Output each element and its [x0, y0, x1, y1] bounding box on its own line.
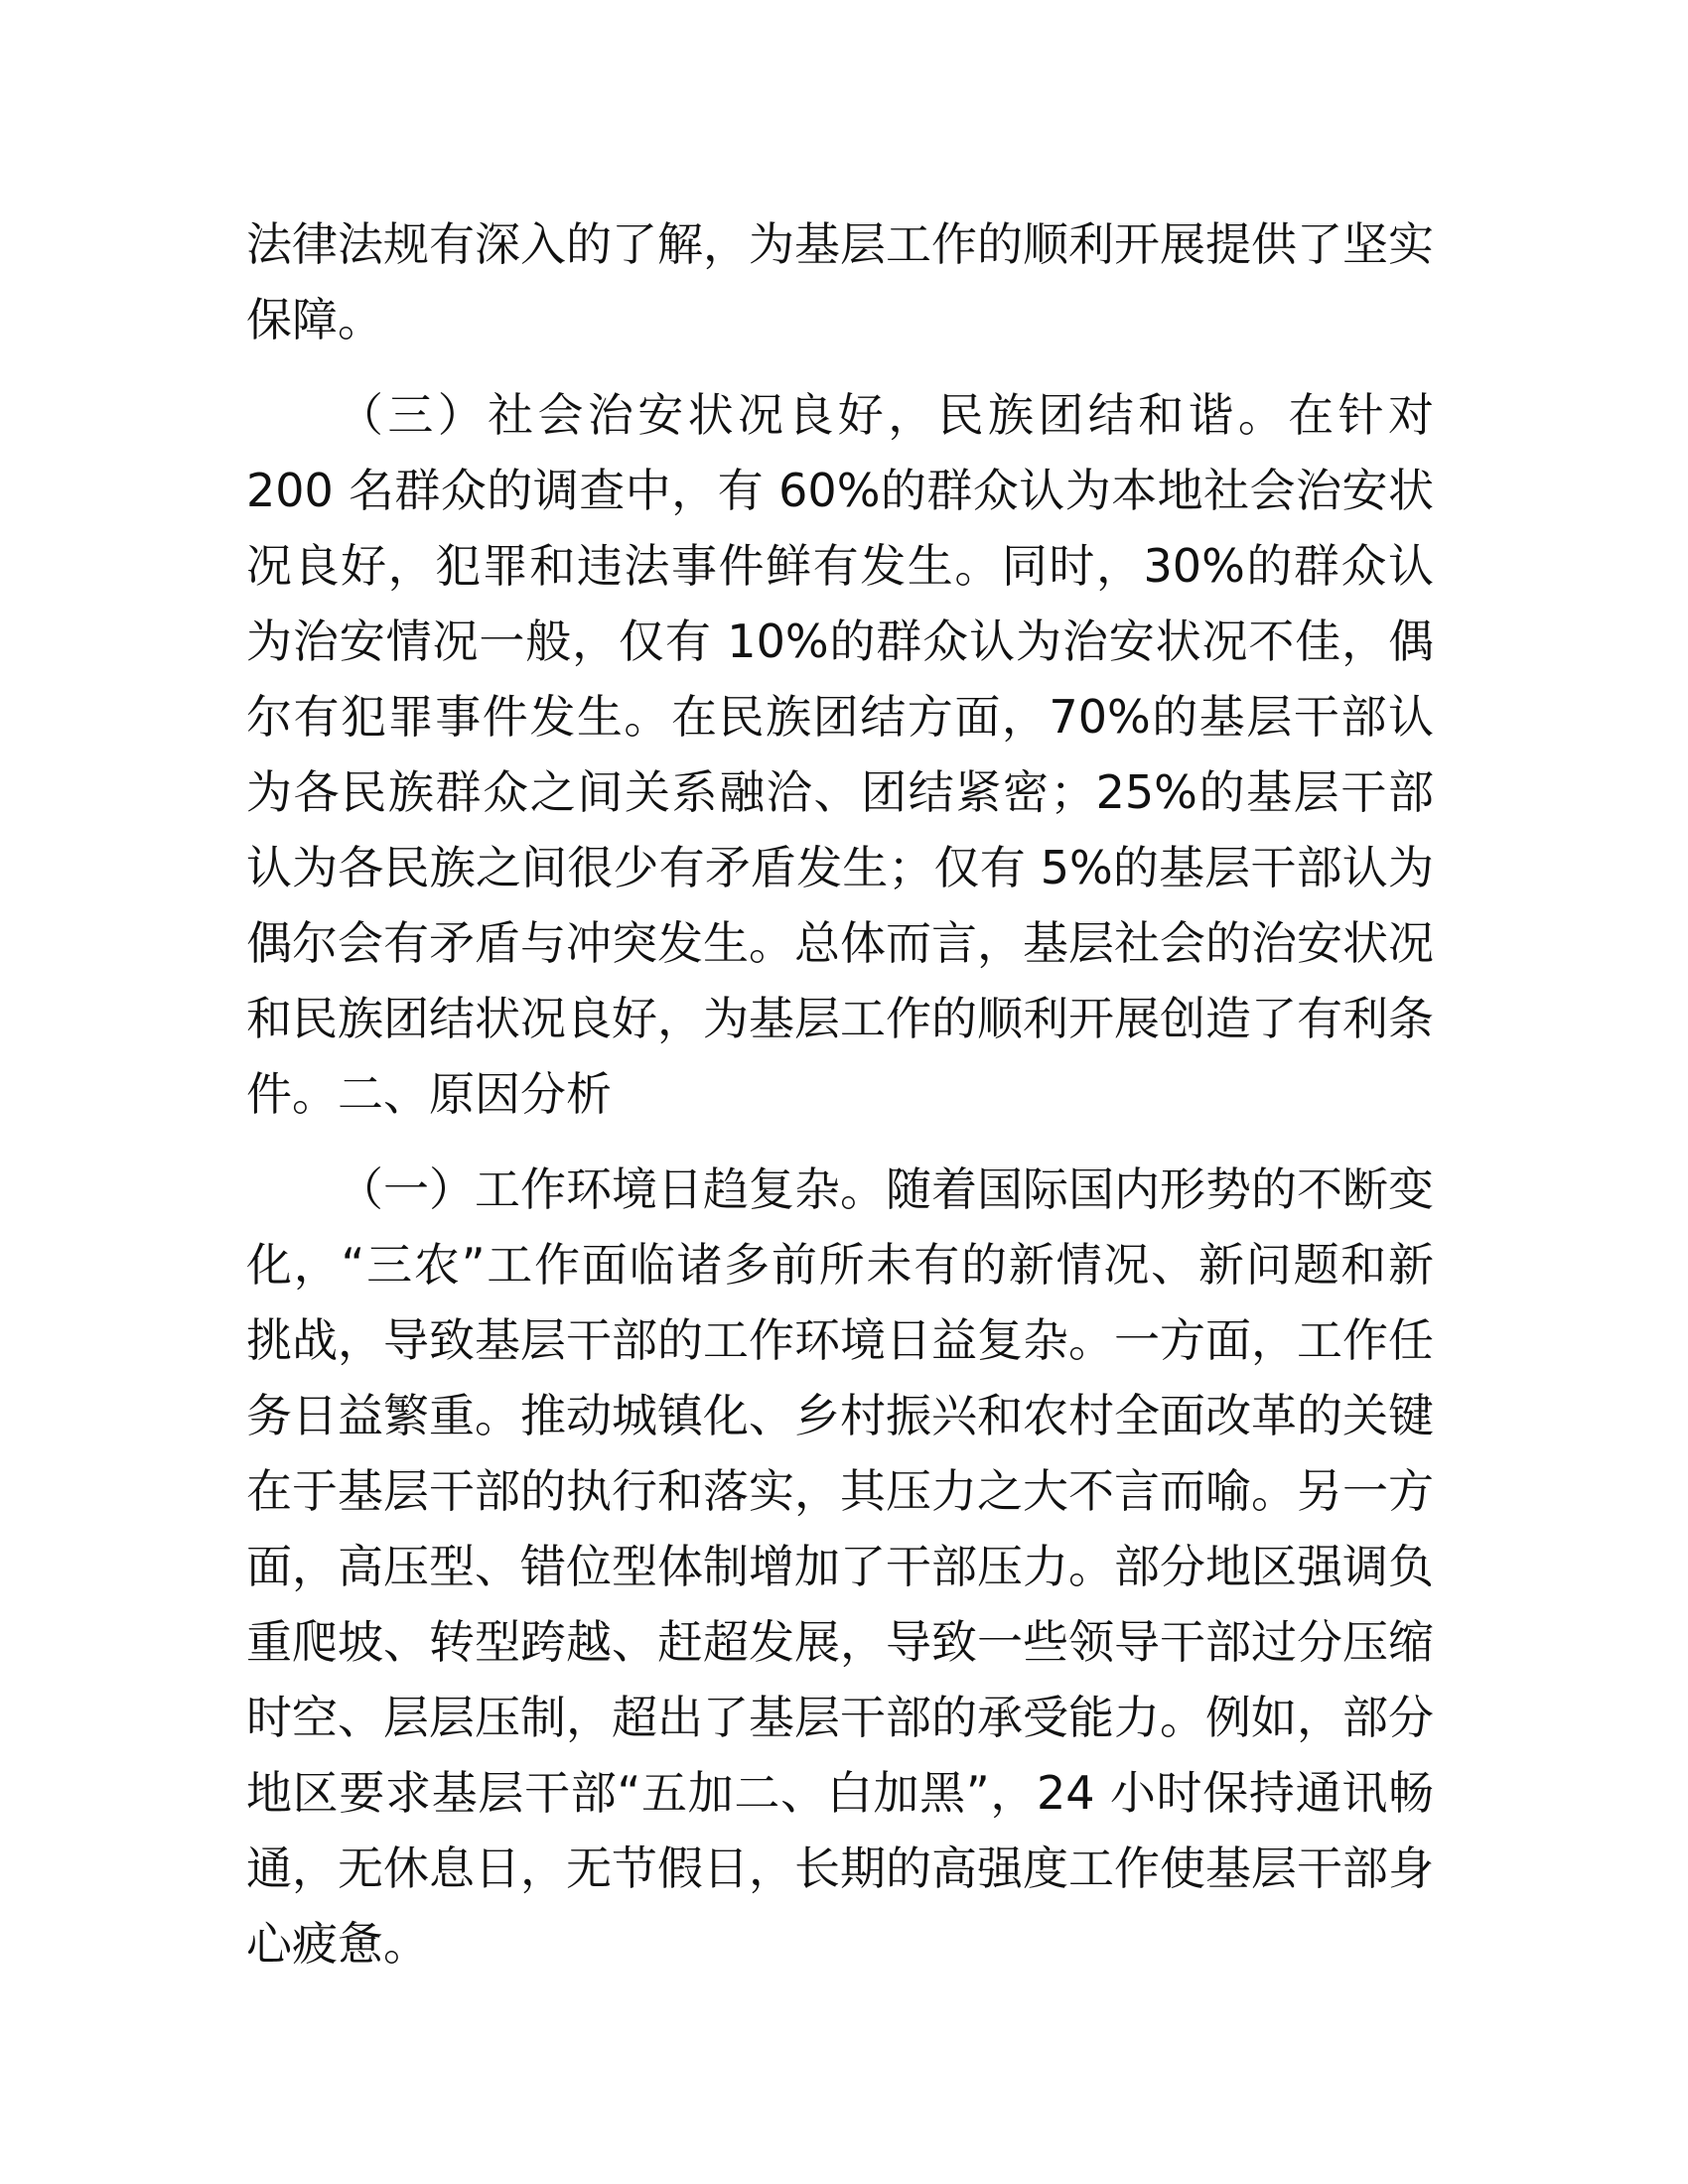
paragraph-work-environment: （一）工作环境日趋复杂。随着国际国内形势的不断变化，“三农”工作面临诸多前所未有的新情况、新问题和新挑战，导致基层干部的工作环境日益复杂。一方面，工作任务日益繁重。推动城镇化、乡村振兴和农村全面改革的关键在于基层干部的执行和落实，其压力之大不言而喻。另一方面，高压型、错位型体制增加了干部压力。部分地区强调负重爬坡、转型跨越、赶超发展，导致一些领导干部过分压缩时空、层层压制，超出了基层干部的承受能力。例如，部分地区要求基层干部“五加二、白加黑”，24 小时保持通讯畅通，无休息日，无节假日，长期的高强度工作使基层干部身心疲惫。 — [246, 1162, 1434, 1971]
paragraph-public-security: （三）社会治安状况良好，民族团结和谐。在针对 200 名群众的调查中，有 60%的群众认为本地社会治安状况良好，犯罪和违法事件鲜有发生。同时，30%的群众认为治安情况一般，仅有 10%的群众认为治安状况不佳，偶尔有犯罪事件发生。在民族团结方面，70%的基层干部认为各民族群众之间关系融洽、团结紧密；25%的基层干部认为各民族之间很少有矛盾发生；仅有 5%的基层干部认为偶尔会有矛盾与冲突发生。总体而言，基层社会的治安状况和民族团结状况良好，为基层工作的顺利开展创造了有利条件。二、原因分析 — [246, 388, 1434, 1121]
document-page — [246, 206, 1434, 1981]
paragraph-continuation: 法律法规有深入的了解，为基层工作的顺利开展提供了坚实保障。 — [246, 217, 1434, 346]
